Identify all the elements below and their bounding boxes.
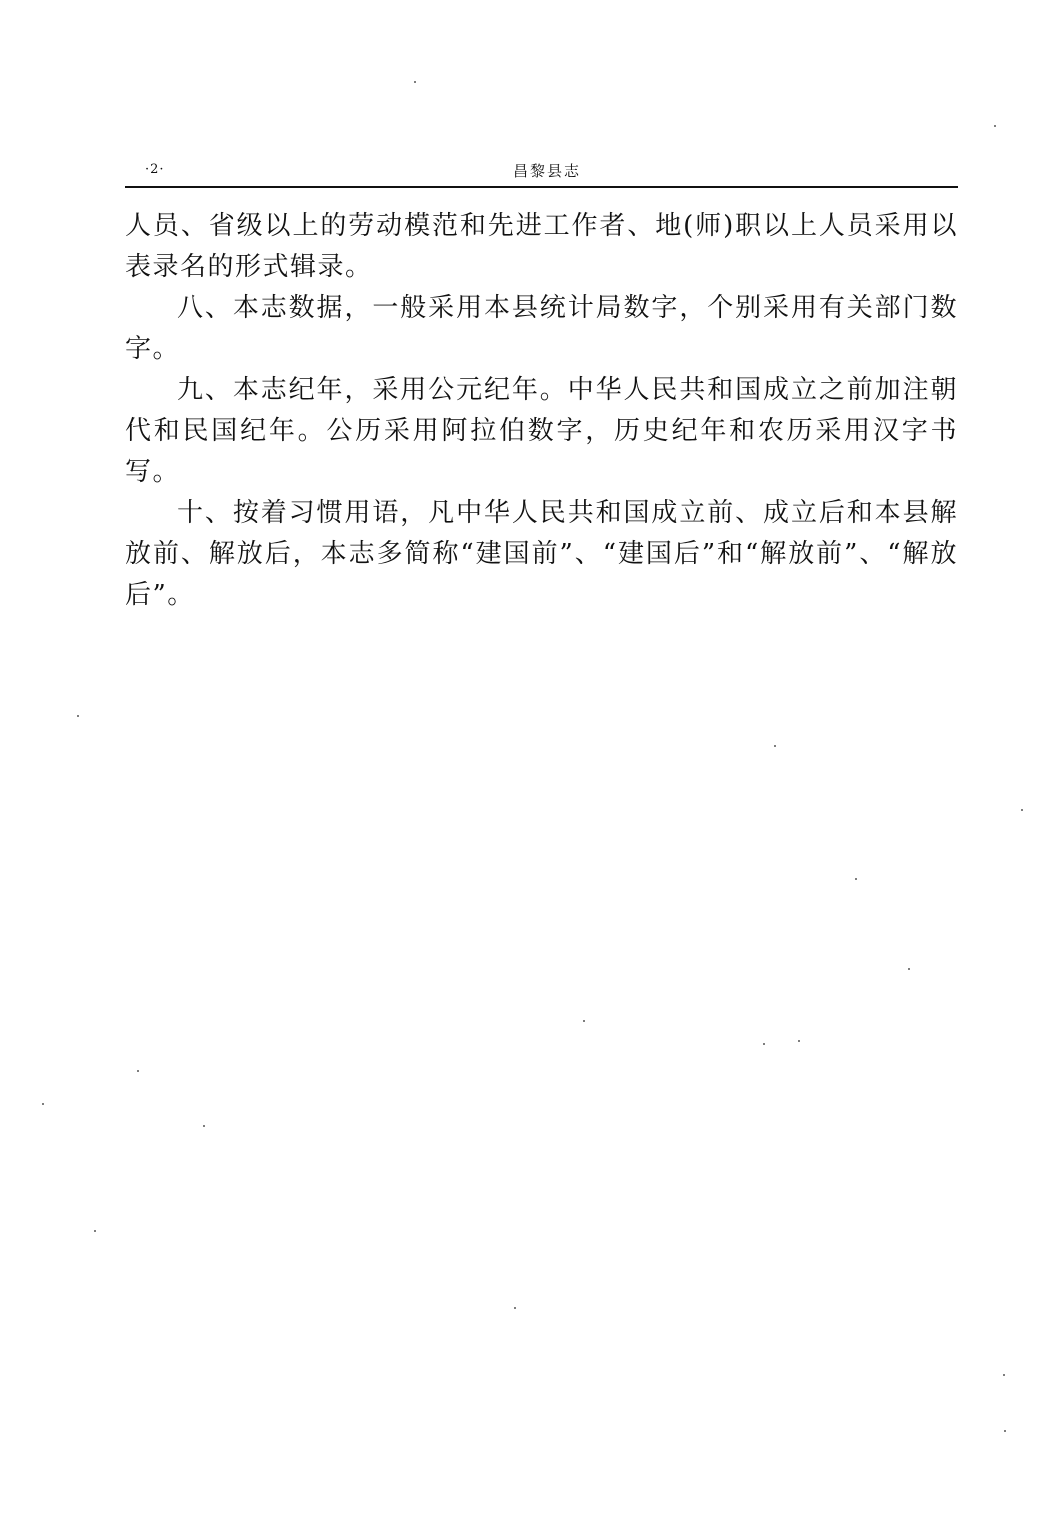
paragraph-8: 八、本志数据，一般采用本县统计局数字，个别采用有关部门数字。 — [125, 293, 958, 364]
scan-speck — [1004, 1430, 1006, 1432]
scan-speck — [137, 1070, 139, 1072]
running-title: 昌黎县志 — [513, 162, 582, 180]
scan-speck — [763, 1043, 765, 1045]
header-rule — [125, 186, 958, 188]
scan-speck — [583, 1020, 585, 1022]
scan-speck — [798, 1040, 800, 1042]
paragraph-9: 九、本志纪年，采用公元纪年。中华人民共和国成立之前加注朝代和民国纪年。公历采用阿拉伯数字，历史纪年和农历采用汉字书写。 — [125, 375, 958, 487]
scan-speck — [94, 1230, 96, 1232]
scan-speck — [514, 1307, 516, 1309]
scan-speck — [774, 745, 776, 747]
scan-speck — [1021, 809, 1023, 811]
page-header — [125, 160, 958, 186]
scan-speck — [994, 125, 996, 127]
scan-speck — [203, 1125, 205, 1127]
scan-speck — [414, 81, 416, 83]
body-text — [125, 206, 958, 616]
paragraph-continued: 人员、省级以上的劳动模范和先进工作者、地(师)职以上人员采用以表录名的形式辑录。 — [125, 211, 958, 282]
paragraph-10: 十、按着习惯用语，凡中华人民共和国成立前、成立后和本县解放前、解放后，本志多简称“建国前”、“建国后”和“解放前”、“解放后”。 — [125, 498, 958, 610]
page-number: ·2· — [145, 162, 165, 177]
scan-speck — [77, 715, 79, 717]
scan-speck — [908, 968, 910, 970]
scan-speck — [1003, 1374, 1005, 1376]
scan-speck — [42, 1103, 44, 1105]
scan-speck — [855, 878, 857, 880]
